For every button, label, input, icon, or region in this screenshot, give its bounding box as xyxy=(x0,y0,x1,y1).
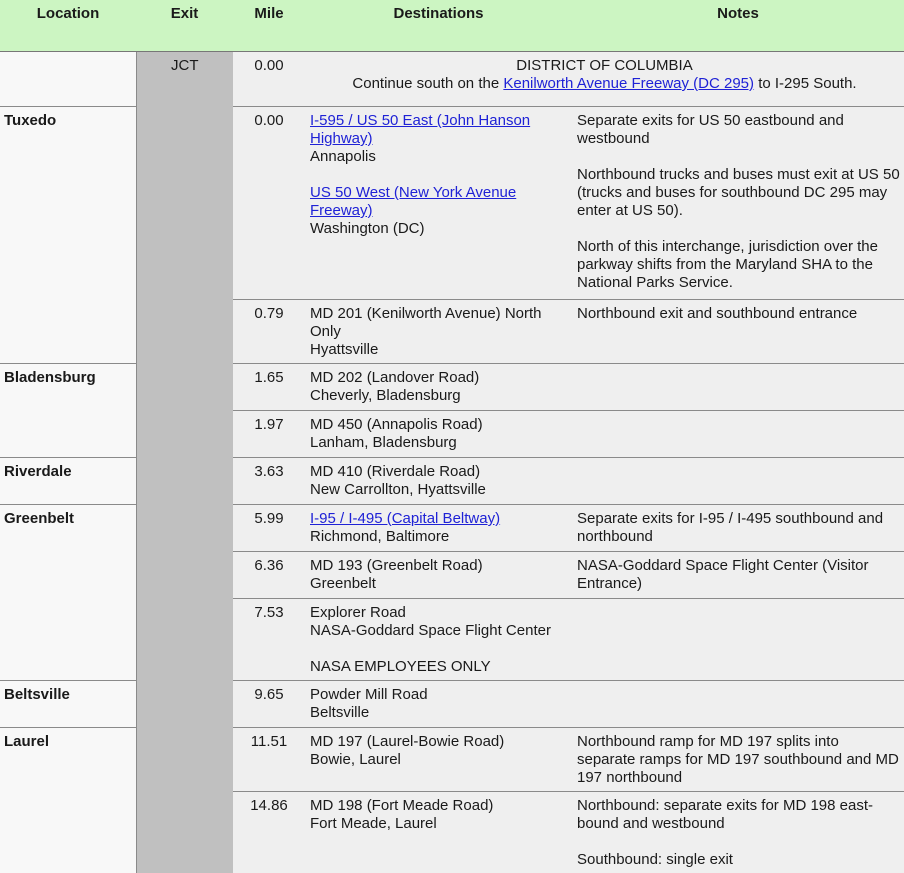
notes-cell xyxy=(572,728,904,792)
dc-continue-suffix: to I-295 South. xyxy=(754,75,857,92)
mile-cell: 0.79 xyxy=(233,300,305,364)
exit-cell xyxy=(136,792,233,873)
notes-cell xyxy=(572,505,904,552)
mile-cell: 1.97 xyxy=(233,411,305,458)
note-text: Southbound: single exit xyxy=(577,851,900,869)
mile-cell: 0.00 xyxy=(233,52,305,107)
location-cell: Laurel xyxy=(0,728,136,792)
destination-text: Hyattsville xyxy=(310,341,568,359)
destination-text: MD 197 (Laurel-Bowie Road) xyxy=(310,733,568,751)
destination-text: MD 193 (Greenbelt Road) xyxy=(310,557,568,575)
kenilworth-freeway-link[interactable]: Kenilworth Avenue Freeway (DC 295) xyxy=(503,75,754,92)
notes-cell xyxy=(572,107,904,300)
destinations-cell xyxy=(305,505,572,552)
mile-cell: 14.86 xyxy=(233,792,305,873)
destinations-cell xyxy=(305,300,572,364)
location-cell xyxy=(0,599,136,681)
notes-cell xyxy=(572,552,904,599)
exit-cell xyxy=(136,505,233,552)
destination-link[interactable]: US 50 West (New York Avenue Freeway) xyxy=(310,184,568,220)
exit-cell xyxy=(136,458,233,505)
table-row xyxy=(0,728,904,792)
spacer xyxy=(577,148,900,166)
table-row xyxy=(0,107,904,300)
destinations-cell xyxy=(305,681,572,728)
exit-cell xyxy=(136,599,233,681)
destination-text: MD 202 (Landover Road) xyxy=(310,369,568,387)
exit-cell xyxy=(136,728,233,792)
destination-text: New Carrollton, Hyattsville xyxy=(310,481,568,499)
dc-title: DISTRICT OF COLUMBIA xyxy=(309,57,900,75)
exit-cell: JCT xyxy=(136,52,233,107)
exit-cell xyxy=(136,552,233,599)
notes-cell xyxy=(572,411,904,458)
destination-text: Annapolis xyxy=(310,148,568,166)
table-row xyxy=(0,505,904,552)
note-text: NASA-Goddard Space Flight Center (Visitor Entrance) xyxy=(577,557,900,593)
note-text: Northbound trucks and buses must exit at US 50 (trucks and buses for southbound DC 295 may enter at US 50). xyxy=(577,166,900,220)
destination-link[interactable]: I-95 / I-495 (Capital Beltway) xyxy=(310,510,568,528)
destination-text: MD 450 (Annapolis Road) xyxy=(310,416,568,434)
header-location: Location xyxy=(0,0,136,52)
header-notes: Notes xyxy=(572,0,904,52)
mile-cell: 0.00 xyxy=(233,107,305,300)
location-cell: Bladensburg xyxy=(0,364,136,411)
header-destinations: Destinations xyxy=(305,0,572,52)
note-text: Northbound: separate exits for MD 198 east-bound and westbound xyxy=(577,797,900,833)
location-cell: Tuxedo xyxy=(0,107,136,300)
destination-text: MD 410 (Riverdale Road) xyxy=(310,463,568,481)
note-text: Separate exits for US 50 eastbound and westbound xyxy=(577,112,900,148)
location-cell: Beltsville xyxy=(0,681,136,728)
table-row xyxy=(0,681,904,728)
destination-text: Greenbelt xyxy=(310,575,568,593)
mile-cell: 5.99 xyxy=(233,505,305,552)
destination-text: NASA EMPLOYEES ONLY xyxy=(310,658,568,676)
mile-cell: 3.63 xyxy=(233,458,305,505)
notes-cell xyxy=(572,599,904,681)
notes-cell xyxy=(572,458,904,505)
note-text: Northbound ramp for MD 197 splits into separate ramps for MD 197 southbound and MD 197 northbound xyxy=(577,733,900,787)
note-text: Separate exits for I-95 / I-495 southbound and northbound xyxy=(577,510,900,546)
exit-cell xyxy=(136,107,233,300)
destination-text: Fort Meade, Laurel xyxy=(310,815,568,833)
spacer xyxy=(310,640,568,658)
mile-cell: 6.36 xyxy=(233,552,305,599)
mile-cell: 1.65 xyxy=(233,364,305,411)
destinations-cell xyxy=(305,458,572,505)
destinations-cell xyxy=(305,792,572,873)
destination-text: Beltsville xyxy=(310,704,568,722)
table-row xyxy=(0,300,904,364)
mile-cell: 9.65 xyxy=(233,681,305,728)
note-text: North of this interchange, jurisdiction over the parkway shifts from the Maryland SHA to the National Parks Service. xyxy=(577,238,900,292)
table-row xyxy=(0,792,904,873)
spacer xyxy=(310,166,568,184)
destination-link[interactable]: I-595 / US 50 East (John Hanson Highway) xyxy=(310,112,568,148)
exit-cell xyxy=(136,300,233,364)
location-cell xyxy=(0,300,136,364)
header-mile: Mile xyxy=(233,0,305,52)
note-text: Northbound exit and southbound entrance xyxy=(577,305,900,323)
dc-continue-text: Continue south on the xyxy=(352,75,503,92)
exit-cell xyxy=(136,681,233,728)
destination-text: Richmond, Baltimore xyxy=(310,528,568,546)
destination-text: Washington (DC) xyxy=(310,220,568,238)
exit-cell xyxy=(136,364,233,411)
destination-text: Explorer Road xyxy=(310,604,568,622)
table-row xyxy=(0,411,904,458)
destinations-cell xyxy=(305,552,572,599)
location-cell: Greenbelt xyxy=(0,505,136,552)
mile-cell: 11.51 xyxy=(233,728,305,792)
spacer xyxy=(577,220,900,238)
destinations-cell xyxy=(305,728,572,792)
header-exit: Exit xyxy=(136,0,233,52)
destinations-cell xyxy=(305,599,572,681)
dc-junction-info xyxy=(305,52,904,107)
spacer xyxy=(577,833,900,851)
dc-junction-row xyxy=(0,52,904,107)
header-row xyxy=(0,0,904,52)
destination-text: Cheverly, Bladensburg xyxy=(310,387,568,405)
destinations-cell xyxy=(305,107,572,300)
location-cell xyxy=(0,52,136,107)
location-cell xyxy=(0,552,136,599)
table-row xyxy=(0,552,904,599)
destination-text: Powder Mill Road xyxy=(310,686,568,704)
location-cell xyxy=(0,411,136,458)
destination-text: Lanham, Bladensburg xyxy=(310,434,568,452)
table-row xyxy=(0,599,904,681)
destination-text: MD 198 (Fort Meade Road) xyxy=(310,797,568,815)
notes-cell xyxy=(572,792,904,873)
notes-cell xyxy=(572,364,904,411)
destinations-cell xyxy=(305,411,572,458)
location-cell xyxy=(0,792,136,873)
table-row xyxy=(0,458,904,505)
table-row xyxy=(0,364,904,411)
destination-text: Bowie, Laurel xyxy=(310,751,568,769)
notes-cell xyxy=(572,300,904,364)
notes-cell xyxy=(572,681,904,728)
destinations-cell xyxy=(305,364,572,411)
destination-text: MD 201 (Kenilworth Avenue) North Only xyxy=(310,305,568,341)
mile-cell: 7.53 xyxy=(233,599,305,681)
location-cell: Riverdale xyxy=(0,458,136,505)
destination-text: NASA-Goddard Space Flight Center xyxy=(310,622,568,640)
exit-cell xyxy=(136,411,233,458)
